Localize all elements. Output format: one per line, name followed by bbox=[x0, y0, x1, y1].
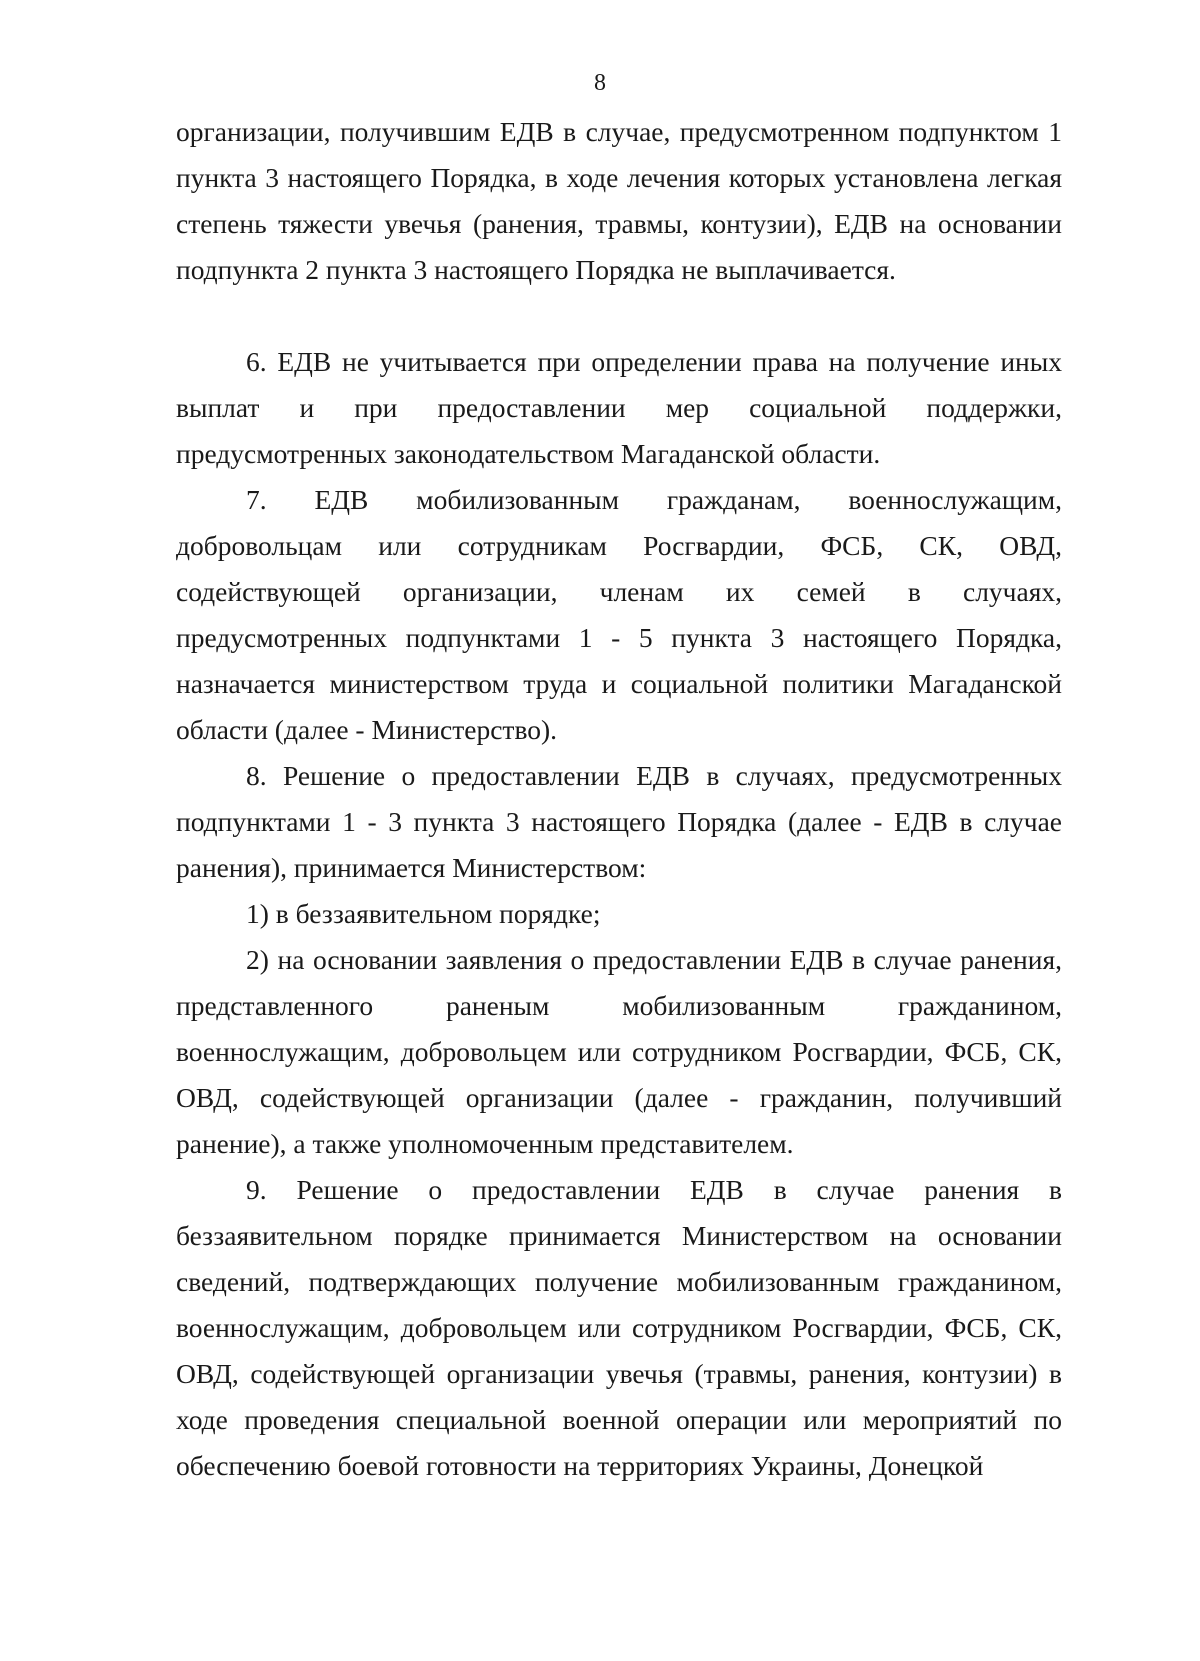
paragraph-item-7: 7. ЕДВ мобилизованным гражданам, военнослужащим, добровольцам или сотрудникам Росгвардии, ФСБ, СК, ОВД, содействующей организации, членам их семей в случаях, предусмотренных подпунктами 1 - 5 пункта 3 настоящего Порядка, назначается министерством труда и социальной политики Магаданской области (далее - Министерство). bbox=[176, 484, 1062, 745]
page-number: 8 bbox=[594, 70, 606, 96]
paragraph-item-9: 9. Решение о предоставлении ЕДВ в случае ранения в беззаявительном порядке принимается Министерством на основании сведений, подтверждающих получение мобилизованным гражданином, военнослужащим, добровольцем или сотрудником Росгвардии, ФСБ, СК, ОВД, содействующей организации увечья (травмы, ранения, контузии) в ходе проведения специальной военной операции или мероприятий по обеспечению боевой готовности на территориях Украины, Донецкой bbox=[176, 1174, 1062, 1481]
paragraph-subitem-1: 1) в беззаявительном порядке; bbox=[246, 898, 601, 929]
paragraph-item-8: 8. Решение о предоставлении ЕДВ в случаях, предусмотренных подпунктами 1 - 3 пункта 3 настоящего Порядка (далее - ЕДВ в случае ранения), принимается Министерством: bbox=[176, 760, 1062, 883]
paragraph-subitem-2: 2) на основании заявления о предоставлении ЕДВ в случае ранения, представленного раненым мобилизованным гражданином, военнослужащим, добровольцем или сотрудником Росгвардии, ФСБ, СК, ОВД, содействующей организации (далее - гражданин, получивший ранение), а также уполномоченным представителем. bbox=[176, 944, 1062, 1159]
paragraph-continuation: организации, получившим ЕДВ в случае, предусмотренном подпунктом 1 пункта 3 настоящего Порядка, в ходе лечения которых установлена легкая степень тяжести увечья (ранения, травмы, контузии), ЕДВ на основании подпункта 2 пункта 3 настоящего Порядка не выплачивается. bbox=[176, 116, 1062, 285]
paragraph-item-6: 6. ЕДВ не учитывается при определении права на получение иных выплат и при предоставлении мер социальной поддержки, предусмотренных законодательством Магаданской области. bbox=[176, 346, 1062, 469]
